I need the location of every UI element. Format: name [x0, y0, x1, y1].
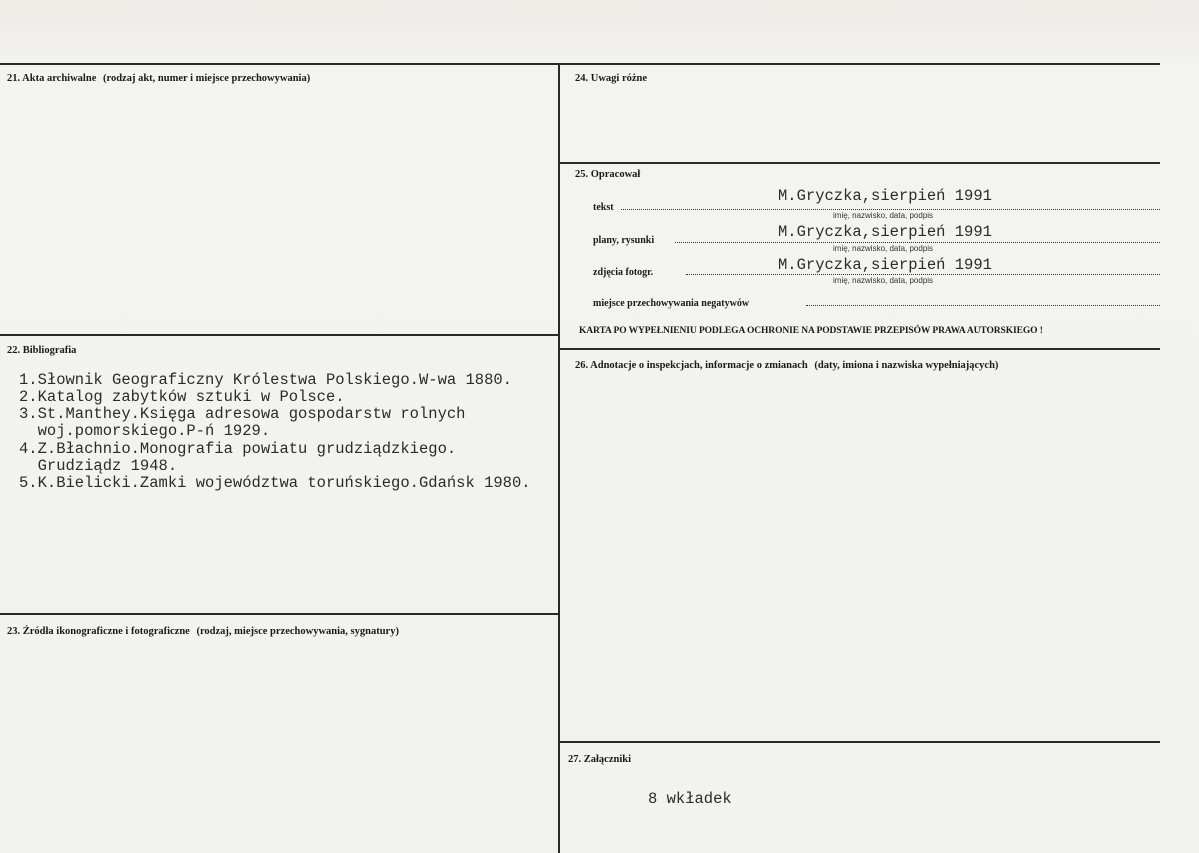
section-22-title: 22. Bibliografia	[7, 345, 77, 356]
zdjecia-label: zdjęcia fotogr.	[593, 267, 654, 278]
zdjecia-value: M.Gryczka,sierpień 1991	[778, 256, 992, 274]
plany-dotted-line	[675, 242, 1160, 243]
bibliography-line-4: woj.pomorskiego.P-ń 1929.	[19, 422, 271, 440]
tekst-value: M.Gryczka,sierpień 1991	[778, 187, 992, 205]
section-26-note: (daty, imiona i nazwiska wypełniających)	[814, 360, 999, 371]
bibliography-line-6: Grudziądz 1948.	[19, 457, 178, 475]
plany-label: plany, rysunki	[593, 235, 655, 246]
rule-26-27	[559, 741, 1160, 743]
section-23-note: (rodzaj, miejsce przechowywania, sygnatury)	[196, 626, 399, 637]
tekst-dotted-line	[621, 209, 1160, 210]
bibliography-line-2: 2.Katalog zabytków sztuki w Polsce.	[19, 388, 345, 406]
section-21-note: (rodzaj akt, numer i miejsce przechowywania)	[102, 73, 311, 84]
rule-21-22	[0, 334, 559, 336]
section-23-label: 23. Źródła ikonograficzne i fotograficzne	[7, 626, 190, 637]
bibliography-line-7: 5.K.Bielicki.Zamki województwa toruńskiego.Gdańsk 1980.	[19, 474, 531, 492]
zdjecia-hint: imię, nazwisko, data, podpis	[833, 276, 934, 285]
negatywy-label: miejsce przechowywania negatywów	[593, 298, 750, 309]
bibliography-line-1: 1.Słownik Geograficzny Królestwa Polskiego.W-wa 1880.	[19, 371, 512, 389]
section-25-title: 25. Opracował	[575, 169, 641, 180]
section-26-title	[575, 360, 998, 371]
zdjecia-dotted-line	[686, 274, 1160, 275]
column-divider	[558, 63, 560, 853]
section-21-label: 21. Akta archiwalne	[7, 73, 97, 84]
section-27-title: 27. Załączniki	[568, 754, 632, 765]
tekst-hint: imię, nazwisko, data, podpis	[833, 211, 934, 220]
attachments-value: 8 wkładek	[648, 790, 732, 808]
tekst-label: tekst	[593, 202, 614, 213]
section-26-label: 26. Adnotacje o inspekcjach, informacje o zmianach	[575, 360, 808, 371]
copyright-notice: KARTA PO WYPEŁNIENIU PODLEGA OCHRONIE NA PODSTAWIE PRZEPISÓW PRAWA AUTORSKIEGO !	[579, 326, 1043, 336]
bibliography-line-3: 3.St.Manthey.Księga adresowa gospodarstw rolnych	[19, 405, 466, 423]
rule-22-23	[0, 613, 559, 615]
negatywy-dotted-line	[806, 305, 1160, 306]
plany-hint: imię, nazwisko, data, podpis	[833, 244, 934, 253]
section-24-title: 24. Uwagi różne	[575, 73, 648, 84]
rule-25-26	[559, 348, 1160, 350]
top-rule	[0, 63, 1160, 65]
bibliography-line-5: 4.Z.Błachnio.Monografia powiatu grudziądzkiego.	[19, 440, 457, 458]
section-21-title	[7, 73, 310, 84]
plany-value: M.Gryczka,sierpień 1991	[778, 223, 992, 241]
rule-24-25	[559, 162, 1160, 164]
section-23-title	[7, 626, 399, 637]
